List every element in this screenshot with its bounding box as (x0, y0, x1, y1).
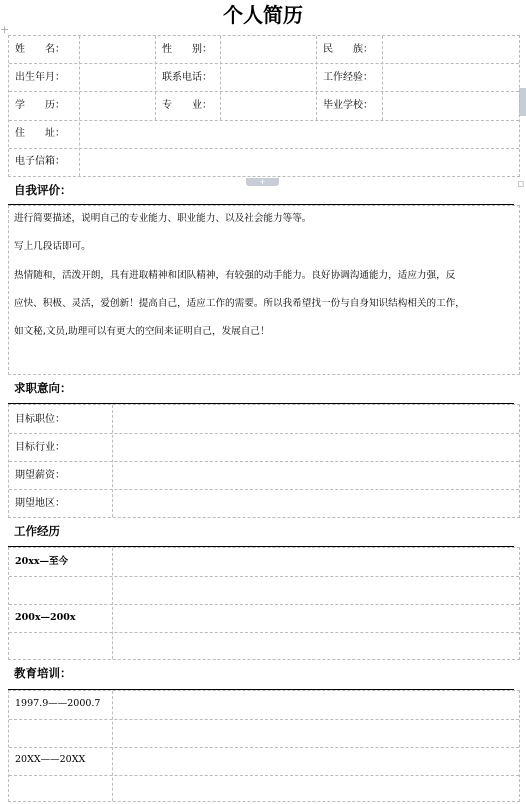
self-eval-line: 写上几段话即可。 (14, 241, 91, 252)
self-eval-line: 热情随和，活泼开朗，具有进取精神和团队精神，有较强的动手能力。良好协调沟通能力，适应力强，反 (14, 270, 456, 281)
side-scroll-tab[interactable] (519, 88, 526, 116)
work-table (8, 547, 520, 660)
experience-label: 工作经验： (323, 72, 373, 83)
education-period-2: 20XX——20XX (15, 754, 86, 765)
birth-label: 出生年月： (15, 72, 65, 83)
school-label: 毕业学校： (323, 100, 373, 111)
self-eval-box (8, 205, 520, 375)
ethnicity-label: 民 族： (323, 44, 373, 55)
expected-region-label: 期望地区： (15, 498, 65, 509)
phone-label: 联系电话： (162, 72, 212, 83)
education-table (8, 690, 520, 802)
education-period-1: 1997.9——2000.7 (15, 698, 101, 709)
self-eval-line: 进行简要描述，说明自己的专业能力、职业能力、以及社会能力等等。 (14, 213, 312, 224)
work-period-2: 200x—200x (15, 612, 76, 623)
intent-table (8, 404, 520, 518)
name-label: 姓 名： (15, 44, 65, 55)
self-eval-line: 如文秘,文员,助理可以有更大的空间来证明自己，发展自己！ (14, 326, 270, 337)
address-label: 住 址： (15, 128, 65, 139)
work-period-1: 20xx—至今 (15, 556, 69, 567)
page-title: 个人简历 (223, 3, 303, 27)
education-level-label: 学 历： (15, 100, 65, 111)
self-eval-heading: 自我评价： (14, 183, 72, 197)
work-heading: 工作经历 (14, 524, 60, 538)
self-eval-line: 应快、积极、灵活，爱创新！提高自己，适应工作的需要。所以我希望找一份与自身知识结构相关的工作， (14, 298, 465, 309)
target-position-label: 目标职位： (15, 414, 65, 425)
target-industry-label: 目标行业： (15, 442, 65, 453)
intent-heading: 求职意向： (14, 381, 72, 395)
email-label: 电子信箱： (15, 156, 65, 167)
table-resize-corner-icon[interactable]: ▫ (517, 177, 525, 190)
table-move-handle-icon[interactable]: + (0, 23, 10, 36)
expected-salary-label: 期望薪资： (15, 470, 65, 481)
add-row-button[interactable]: + (246, 178, 279, 186)
gender-label: 性 别： (162, 44, 212, 55)
education-heading: 教育培训： (14, 666, 72, 680)
info-table (8, 35, 520, 177)
major-label: 专 业： (162, 100, 212, 111)
